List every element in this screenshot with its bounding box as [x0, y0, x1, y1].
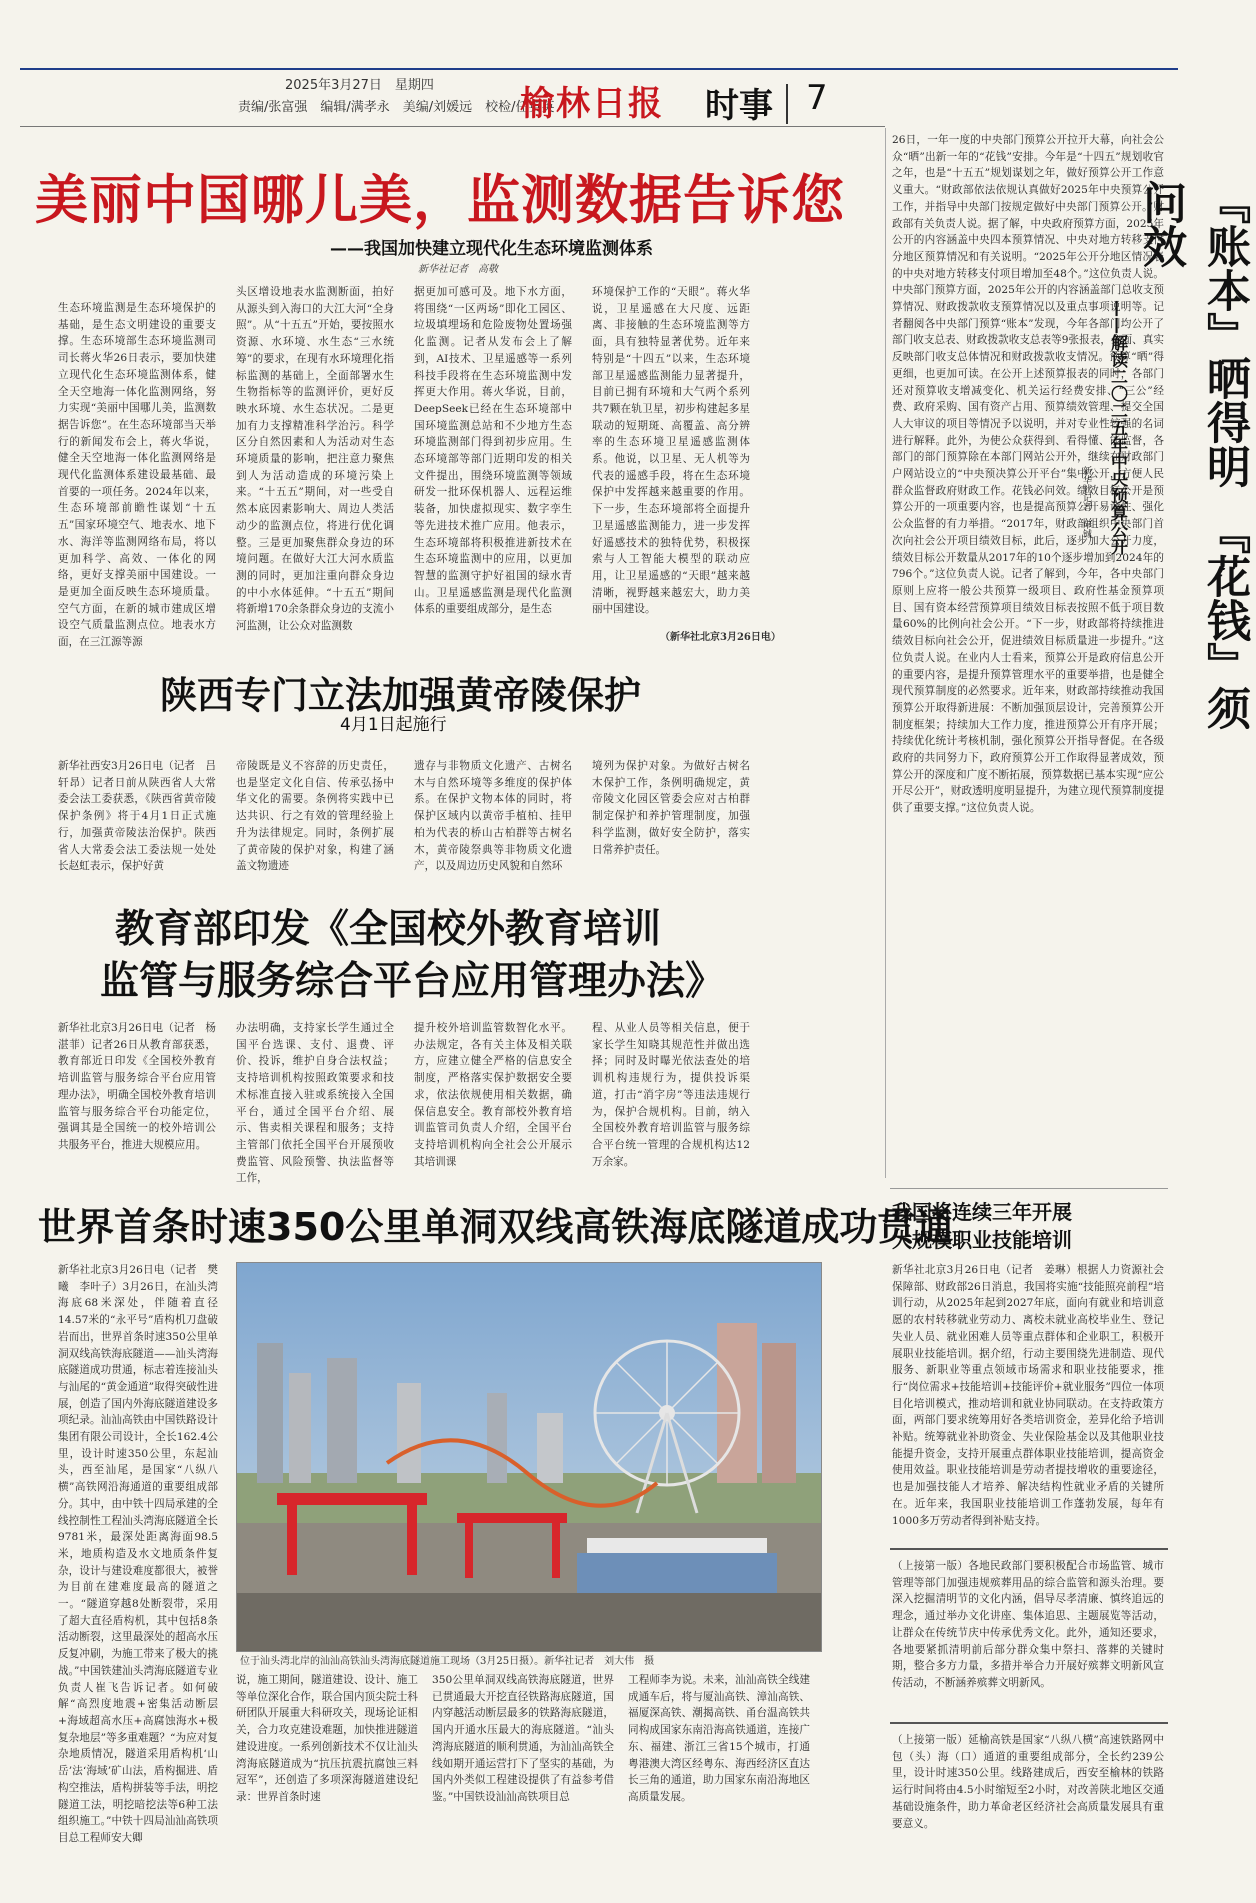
article6-top-rule [890, 1188, 1168, 1189]
article1-byline: 新华社记者 高敬 [418, 264, 498, 275]
article3-column-4: 程、从业人员等相关信息，便于家长学生知晓其规范性并做出选择；同时及时曝光依法查处的培训机构违规行为，提供投诉渠道，打击“消字房”等违法违规行为，保护合规机构。目前，纳入全国校外教育培训监管与服务综合平台统一管理的合规机构达12万余家。 [592, 1022, 750, 1168]
article1-column-1: 生态环境监测是生态环境保护的基础，是生态文明建设的重要支撑。生态环境部生态环境监测司司长蒋火华26日表示，要加快建立现代化生态环境监测体系，健全天空地海一体化监测网络，努力实现“美丽中国哪儿美，监测数据告诉您”。在生态环境部当天举行的新闻发布会上，蒋火华说，健全天空地海一体化监测网络是现代化监测体系建设最基础、最首要的一项任务。2024年以来，生态环境部前瞻性谋划“十五五”国家环境空气、地表水、地下水、海洋等监测网络布局，将以更加科学、高效、一体化的网络，更好支撑美丽中国建设。一是更加全面反映生态环境质量。空气方面，在新的城市建成区增设空气质量监测点位。地表水方面，在三江源等源 [58, 302, 216, 649]
article4-column-3: 350公里单洞双线高铁海底隧道，世界已贯通最大开挖直径铁路海底隧道，国内穿越活动断层最多的铁路海底隧道，国内开通水压最大的海底隧道。“汕头湾海底隧道的顺利贯通，为汕汕高铁全线如期开通运营打下了坚实的基础，为国内外类似工程建设提供了有益参考借鉴。”中国铁设汕汕高铁项目总 [432, 1674, 614, 1803]
photo-caption: 位于汕头湾北岸的汕汕高铁汕头湾海底隧道施工现场（3月25日摄）。新华社记者 刘大伟 摄 [240, 1656, 655, 1667]
continued1-body: （上接第一版）各地民政部门要积极配合市场监管、城市管理等部门加强违规殡葬用品的综合监管和源头治理。要深入挖掘清明节的文化内涵，倡导尽孝清廉、慎终追远的理念，通过举办文化讲座、集体追思、主题展览等活动，让群众在传统节庆中传承优秀文化。此外，通知还要求，各地要紧抓清明前后部分群众集中祭扫、落葬的关键时期，整合多方力量，多措并举合力开展好殡葬文明新风宣传活动，不断涵养殡葬文明新风。 [892, 1560, 1164, 1689]
article5-body: 26日，一年一度的中央部门预算公开拉开大幕，向社会公众“晒”出新一年的“花钱”安排。今年是“十四五”规划收官之年，也是“十五五”规划谋划之年，做好预算公开工作意义重大。“财政部依法依规认真做好2025年中央预算公开工作，并指导中央部门按规定做好中央部门预算公开。”财政部有关负责人说。据了解，中央政府预算方面，2025年公开的内容涵盖中央四本预算情况、中央对地方转移支付分地区预算情况和有关说明。“2025年公开分地区情况表的中央对地方转移支付项目增加至48个。”这位负责人说。中央部门预算方面，2025年公开的内容涵盖部门总收支预算情况、财政拨款收支预算情况以及重点事项说明等。记者翻阅各中央部门预算“账本”发现，今年各部门均公开了部门收支总表、财政拨款收支总表等9张报表，全面、真实反映部门收支总体情况和财政拨款收支情况。预算“晒”得更细，也更加可读。在公开上述预算报表的同时，各部门还对预算收支增减变化、机关运行经费安排、“三公”经费、政府采购、国有资产占用、预算绩效管理、提交全国人大审议的项目等情况予以说明，并对专业性较强的名词进行解释。此外，为使公众获得到、看得懂、能监督，各部门的部门预算除在本部门网站公开外，继续在财政部门户网站设立的“中央预决算公开平台”集中公开，方便人民群众监督政府财政工作。花钱必问效。绩效目标公开是预算公开的一项重要内容，也是提高预算公开易读性、强化公众监督的有力举措。“2017年，财政部组织中央部门首次向社会公开项目绩效目标，此后，逐步加大公开力度，绩效目标公开数量从2017年的10个逐步增加到2024年的796个。”这位负责人说。记者了解到，今年，各中央部门原则上应将一般公共预算一级项目、政府性基金预算项目、国有资本经营预算项目绩效目标表按照不低于项目数量60%的比例向社会公开。“下一步，财政部将持续推进绩效目标向社会公开，促进绩效目标质量进一步提升。”这位负责人说。在业内人士看来，预算公开是政府信息公开的重要内容，是提升预算管理水平的重要举措，也是健全现代预算制度的必然要求。近年来，财政部持续推动我国预算公开取得新进展：不断加强顶层设计，完善预算公开制度框架；持续加大工作力度，推进预算公开有序开展；持续优化统计考核机制，强化预算公开指导督促。在各级政府的共同努力下，政府预算公开工作取得显著成效，预算公开的深度和广度不断拓展，预算数据已基本实现“应公开尽公开”，财政透明度明显提升，为建立现代预算制度提供了重要支撑。”这位负责人说。 [892, 134, 1164, 815]
section-title: 时事 [705, 86, 773, 126]
page-number: 7 [806, 78, 828, 118]
tunnel-construction-photo [236, 1262, 822, 1652]
right-column-divider [885, 128, 886, 1178]
article6-title-line1: 我国将连续三年开展 [892, 1200, 1072, 1224]
article2-deck: 4月1日起施行 [340, 715, 447, 735]
article4-title: 世界首条时速350公里单洞双线高铁海底隧道成功贯通 [38, 1205, 954, 1249]
top-rule [20, 68, 1178, 70]
article6-title-line2: 大规模职业技能培训 [892, 1228, 1072, 1252]
article1-subtitle: ——我国加快建立现代化生态环境监测体系 [330, 239, 653, 259]
header-bottom-rule [20, 126, 885, 127]
article3-column-2: 办法明确，支持家长学生通过全国平台选课、支付、退费、评价、投诉，维护自身合法权益；支持培训机构按照政策要求和技术标准直接入驻或系统接入全国平台，通过全国平台介绍、展示、售卖相关课程和服务；支持主管部门依托全国平台开展预收费监管、风险预警、执法监督等工作， [236, 1022, 394, 1185]
article3-column-1: 新华社北京3月26日电（记者 杨湛菲）记者26日从教育部获悉，教育部近日印发《全国校外教育培训监管与服务综合平台应用管理办法》，明确全国校外教育培训监管与服务综合平台功能定位，强调其是全国统一的校外培训公共服务平台，推进大规模应用。 [58, 1022, 216, 1151]
article3-column-3: 提升校外培训监管数智化水平。办法规定，各有关主体及相关联方，应建立健全严格的信息安全制度，严格落实保护数据安全要求，依法依规使用相关数据，确保信息安全。教育部校外教育培训监管司负责人介绍，全国平台支持培训机构向全社会公开展示其培训课 [414, 1022, 572, 1168]
header-divider [786, 84, 788, 124]
article1-title: 美丽中国哪儿美，监测数据告诉您 [35, 170, 845, 231]
article5-title: 『账本』晒得明 『花钱』须问效 [1135, 180, 1250, 730]
article3-title-line2: 监管与服务综合平台应用管理办法》 [100, 959, 725, 1004]
article5-byline: 新华社记者 申铖 [1081, 466, 1091, 538]
continued1-top-rule [890, 1548, 1168, 1550]
article2-column-2: 帝陵既是义不容辞的历史责任，也是坚定文化自信、传承弘扬中华文化的需要。条例将实践中已达共识、行之有效的管理经验上升为法律规定。同时，条例扩展了黄帝陵的保护对象，构建了涵盖文物遗迹 [236, 760, 394, 873]
article2-column-1: 新华社西安3月26日电（记者 吕轩昂）记者日前从陕西省人大常委会法工委获悉，《陕西省黄帝陵保护条例》将于4月1日正式施行，加强黄帝陵法治保护。陕西省人大常委会法工委法规一处处长赵虹表示，保护好黄 [58, 760, 216, 873]
article5-subtitle: ——解读二〇二五年中央预算公开 [1107, 300, 1127, 555]
article6-body: 新华社北京3月26日电（记者 姜琳）根据人力资源社会保障部、财政部26日消息，我国将实施“技能照亮前程”培训行动，从2025年起到2027年底，面向有就业和培训意愿的农村转移就业劳动力、离校未就业高校毕业生、登记失业人员、就业困难人员等重点群体和企业职工，积极开展职业技能培训。据介绍，行动主要围绕先进制造、现代服务、新职业等重点领域市场需求和职业技能要求，推行“岗位需求+技能培训+技能评价+就业服务”四位一体项目化培训模式，推动培训和就业协同联动。在支持政策方面，两部门要求统筹用好各类培训资金，差异化给予培训补贴。统筹就业补助资金、失业保险基金以及其他职业技能提升资金，支持开展重点群体职业技能培训，提高资金使用效益。职业技能培训是劳动者提技增收的重要途径，也是加强技能人才培养、解决结构性就业矛盾的关键所在。近年来，我国职业技能培训工作蓬勃发展，每年有1000多万劳动者得到补贴支持。 [892, 1264, 1164, 1527]
article4-column-2: 说，施工期间，隧道建设、设计、施工等单位深化合作，联合国内顶尖院士科研团队开展重大科研攻关，现场论证相关，合力攻克建设难题，加快推进隧道建设进度。一系列创新技术不仅让汕头湾海底隧道成为“抗压抗震抗腐蚀三料冠军”，还创造了多项深海隧道建设纪录：世界首条时速 [236, 1674, 418, 1803]
continued2-top-rule [890, 1722, 1168, 1724]
editors-line: 责编/张富强 编辑/满孝永 美编/刘媛远 校检/任英英 [238, 100, 555, 115]
article1-column-4: 环境保护工作的“天眼”。蒋火华说，卫星遥感在大尺度、远距离、非接触的生态环境监测等方面，具有独特显著优势。近年来特别是“十四五”以来，生态环境部卫星遥感监测能力显著提升，目前已拥有环境和大气两个系列共7颗在轨卫星，初步构建起多星联动的短期斑、高覆盖、高分辨率的生态环境卫星遥感监测体系。他说，以卫星、无人机等为代表的遥感手段，将在生态环境保护中发挥越来越重要的作用。下一步，生态环境部将全面提升卫星遥感监测能力，进一步发挥好遥感技术的独特优势，积极探索与人工智能大模型的联动应用，让卫星遥感的“天眼”越来越清晰，视野越来越宏大，助力美丽中国建设。 [592, 286, 750, 616]
article1-column-3: 据更加可感可及。地下水方面，将围绕“一区两场”即化工园区、垃圾填埋场和危险废物处置场强化监测。记者从发布会上了解到，AI技术、卫星遥感等一系列科技手段将在生态环境监测中发挥更大作用。蒋火华说，目前，DeepSeek已经在生态环境部中国环境监测总站和不少地方生态环境监测部门得到初步应用。生态环境部等部门近期印发的相关文件提出，围绕环境监测等领域研发一批环保机器人、远程运维装备，加快虚拟现实、数字孪生等先进技术推广应用。他表示，生态环境部将积极推进新技术在生态环境监测中的应用，以更加智慧的监测守护好祖国的绿水青山。卫星遥感监测是现代化监测体系的重要组成部分，是生态 [414, 286, 572, 616]
article1-column-2: 头区增设地表水监测断面，拍好从源头到入海口的大江大河“全身照”。从“十五五”开始，要按照水资源、水环境、水生态“三水统筹”的要求，在现有水环境理化指标监测的基础上，全面部署水生生物指标等的监测评价，更好反映水环境、水生态状况。二是更加有力支撑精准科学治污。科学区分自然因素和人为活动对生态环境质量的影响，把注意力聚焦到人为活动造成的环境污染上来。“十五五”期间，对一些受自然本底因素影响大、周边人类活动少的监测点位，将进行优化调整。三是更加聚焦群众身边的环境问题。在做好大江大河水质监测的同时，更加注重向群众身边的中小水体延伸。“十五五”期间将新增170余条群众身边的支流小河监测，让公众对监测数 [236, 286, 394, 633]
article2-title: 陕西专门立法加强黄帝陵保护 [160, 674, 641, 717]
article3-title-line1: 教育部印发《全国校外教育培训 [115, 907, 662, 952]
continued2-body: （上接第一版）延榆高铁是国家“八纵八横”高速铁路网中包（头）海（口）通道的重要组成部分，全长约239公里，设计时速350公里。线路建成后，西安至榆林的铁路运行时间将由4.5小时缩短至2小时，对改善陕北地区交通基础设施条件，助力革命老区经济社会高质量发展具有重要意义。 [892, 1734, 1164, 1830]
article2-column-3: 遗存与非物质文化遗产、古树名木与自然环境等多维度的保护体系。在保护文物本体的同时，将保护区域内以黄帝手植柏、挂甲柏为代表的桥山古柏群等古树名木，黄帝陵祭典等非物质文化遗产，以及周边历史风貌和自然环 [414, 760, 572, 873]
article4-column-4: 工程师李为说。未来，汕汕高铁全线建成通车后，将与厦汕高铁、漳汕高铁、福厦深高铁、潮揭高铁、甬台温高铁共同构成国家东南沿海高铁通道，连接广东、福建、浙江三省15个城市，打通粤港澳大湾区经粤东、海西经济区直达长三角的通道，助力国家东南沿海地区高质量发展。 [628, 1674, 810, 1803]
article2-column-4: 境列为保护对象。为做好古树名木保护工作，条例明确规定，黄帝陵文化园区管委会应对古柏群制定保护和养护管理制度，加强科学监测，做好安全防护，落实日常养护责任。 [592, 760, 750, 856]
masthead-logo: 榆林日报 [520, 84, 664, 124]
article4-column-1: 新华社北京3月26日电（记者 樊曦 李叶子）3月26日，在汕头湾海底68米深处，伴随着直径14.57米的“永平号”盾构机刀盘破岩而出，世界首条时速350公里单洞双线高铁海底隧道——汕头湾海底隧道成功贯通，标志着连接汕头与汕尾的“黄金通道”取得突破性进展，创造了国内外海底隧道建设多项纪录。汕汕高铁由中国铁路设计集团有限公司设计，全长162.4公里，设计时速350公里，东起汕头，西至汕尾，是国家“八纵八横”高铁网沿海通道的重要组成部分。其中，由中铁十四局承建的全线控制性工程汕头湾海底隧道全长9781米，最深处距离海面98.5米，地质构造及水文地质条件复杂，设计与建设难度都很大，被誉为目前在建难度最高的隧道之一。“隧道穿越8处断裂带，采用了超大直径盾构机，其中包括8条活动断裂，这里最深处的超高水压反复冲刷，为施工带来了极大的挑战。”中国铁建汕头湾海底隧道专业负责人崔飞告诉记者。如何破解“高烈度地震+密集活动断层+海域超高水压+高腐蚀海水+极复杂地层”等多重难题？“为应对复杂地质情况，隧道采用盾构机‘山岳’法‘海域’矿山法，盾构掘进、盾构空推法，盾构拼装等手法，明挖隧道工法，明挖暗挖法等6种工法组织施工。”中铁十四局汕汕高铁项目总工程师安大卿 [58, 1264, 218, 1844]
article1-dateline: （新华社北京3月26日电） [660, 632, 781, 643]
issue-date: 2025年3月27日 星期四 [285, 78, 434, 93]
